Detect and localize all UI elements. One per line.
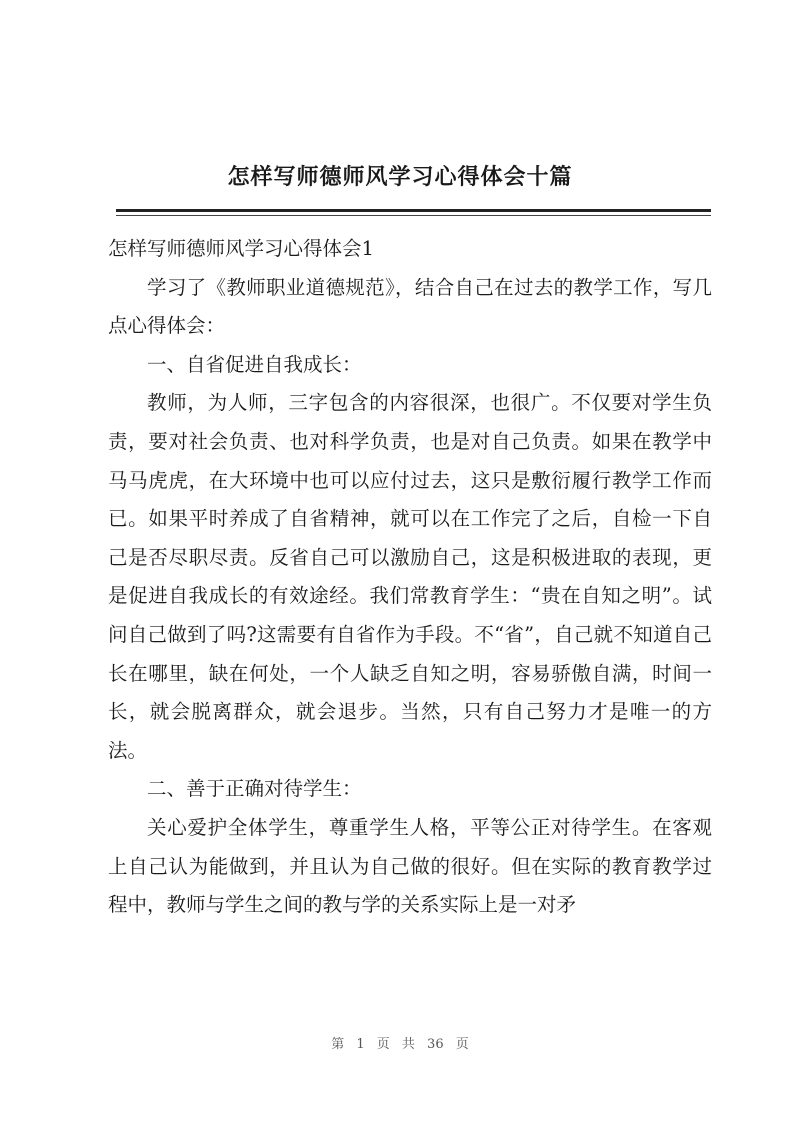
subheading: 二、善于正确对待学生： xyxy=(147,777,362,801)
paragraph: 关心爱护全体学生，尊重学生人格，平等公正对待学生。在客观上自己认为能做到，并且认为自己做的很好。但在实际的教育教学过程中，教师与学生之间的教与学的关系实际上是一对矛 xyxy=(108,815,712,917)
paragraph: 学习了《教师职业道德规范》，结合自己在过去的教学工作，写几点心得体会： xyxy=(108,275,712,338)
document-body xyxy=(108,230,712,925)
section-heading: 怎样写师德师风学习心得体会1 xyxy=(108,237,374,260)
title-divider-thick xyxy=(116,209,711,212)
title-divider-thin xyxy=(116,215,711,216)
paragraph: 教师，为人师，三字包含的内容很深，也很广。不仅要对学生负责，要对社会负责、也对科学负责，也是对自己负责。如果在教学中马马虎虎，在大环境中也可以应付过去，这只是敷衍履行教学工作而已。如果平时养成了自省精神，就可以在工作完了之后，自检一下自己是否尽职尽责。反省自己可以激励自己，这是积极进取的表现，更是促进自我成长的有效途经。我们常教育学生：“贵在自知之明”。试问自己做到了吗?这需要有自省作为手段。不“省”，自己就不知道自己长在哪里，缺在何处，一个人缺乏自知之明，容易骄傲自满，时间一长，就会脱离群众，就会退步。当然，只有自己努力才是唯一的方法。 xyxy=(108,391,712,762)
page-footer: 第 1 页 共 36 页 xyxy=(331,1037,469,1052)
subheading: 一、自省促进自我成长： xyxy=(147,352,362,376)
document-title: 怎样写师德师风学习心得体会十篇 xyxy=(227,165,573,190)
